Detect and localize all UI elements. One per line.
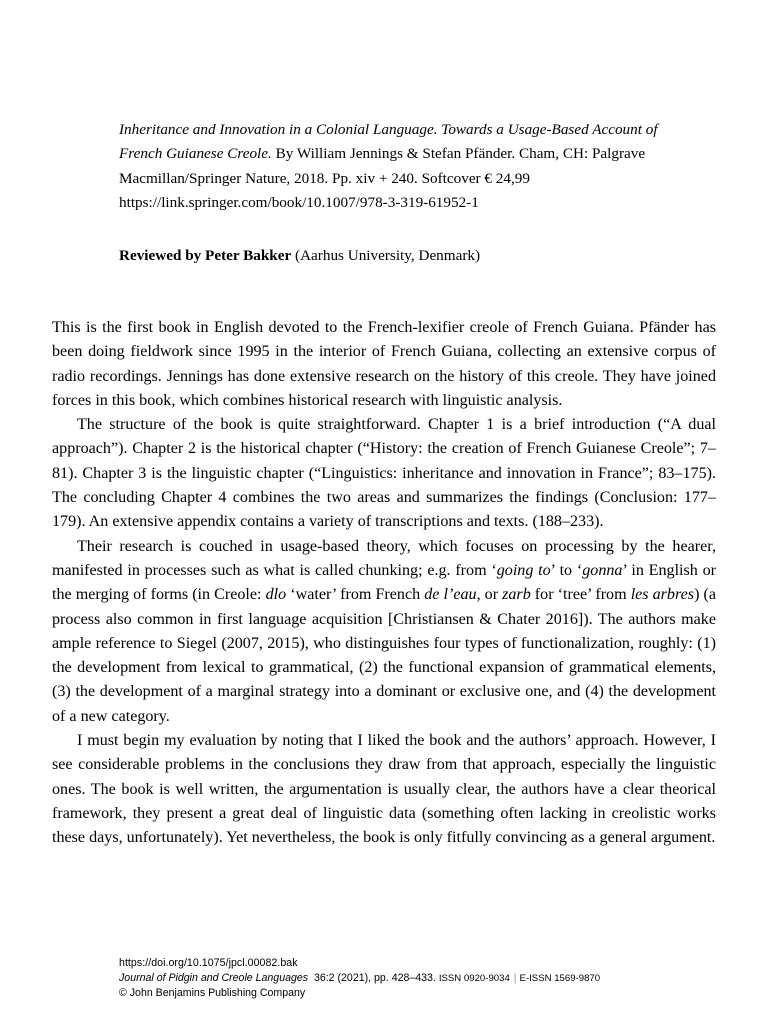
term-dlo: dlo [265,586,287,604]
paragraph-3-part-d: ‘water’ from French [286,586,425,604]
book-reference-block [119,118,693,215]
term-gonna: gonna [582,561,623,579]
term-going-to: going to [496,561,551,579]
paragraph-3-part-e: , or [476,586,503,604]
issue-info: 36:2 (2021), pp. 428–433. [313,971,436,984]
eissn-value: E-ISSN 1569-9870 [519,972,601,984]
term-de-leau: de l’eau [424,586,477,604]
doi-link[interactable]: https://doi.org/10.1075/jpcl.00082.bak [119,957,298,969]
paragraph-3-part-f: for ‘tree’ from [530,586,631,604]
footer-separator: | [513,971,517,984]
paragraph-4: I must begin my evaluation by noting that I liked the book and the authors’ approach. However, I see considerable problems in the conclusions they draw from that approach, especially the linguistic ones. The book is well written, the argumentation is usually clear, the authors have a clear theorical framework, they present a great deal of linguistic data (something often lacking in creolistic works these days, unfortunately). Yet nevertheless, the book is only fitfully convincing as a general argument. [52,732,716,847]
paragraph-3 [52,535,716,729]
reviewer-name: Reviewed by Peter Bakker [119,247,292,264]
reviewer-affiliation: (Aarhus University, Denmark) [291,247,481,264]
paragraph-2: The structure of the book is quite straightforward. Chapter 1 is a brief introduction (“A dual approach”). Chapter 2 is the historical chapter (“History: the creation of French Guianese Creole”; 7–81). Chapter 3 is the linguistic chapter (“Linguistics: inheritance and innovation in France”; 83–175). The concluding Chapter 4 combines the two areas and summarizes the findings (Conclusion: 177–179). An extensive appendix contains a variety of transcriptions and texts. (188–233). [52,416,716,531]
paragraph-3-part-b: ’ to ‘ [550,561,583,579]
copyright-notice: © John Benjamins Publishing Company [119,987,306,1000]
review-body [52,316,716,851]
journal-citation-line [119,971,719,987]
paragraph-3-part-c: ’ in English or the merging of forms (in Creole: [52,561,716,604]
issn-value: ISSN 0920-9034 [438,972,510,984]
page-footer [119,956,719,1001]
paragraph-1: This is the first book in English devoted to the French-lexifier creole of French Guiana. Pfänder has been doing fieldwork since 1995 in the interior of French Guiana, collecting an extensive corpus of radio recordings. Jennings has done extensive research on the history of this creole. They have joined forces in this book, which combines historical research with linguistic analysis. [52,319,716,409]
book-publication-details: By William Jennings & Stefan Pfänder. Cham, CH: Palgrave Macmillan/Springer Nature, 2018. Pp. xiv + 240. Softcover € 24,99 https://link.springer.com/book/10.1007/978-3-319-61952-1 [119,145,646,211]
term-zarb: zarb [502,586,531,604]
paragraph-3-part-a: Their research is couched in usage-based theory, which focuses on processing by the hearer, manifested in processes such as what is called chunking; e.g. from ‘ [52,537,716,579]
journal-name: Journal of Pidgin and Creole Languages [119,971,309,984]
paragraph-3-part-g: ) (a process also common in first language acquisition [Christiansen & Chater 2016]). The authors make ample reference to Siegel (2007, 2015), who distinguishes four types of functionalization, roughly: (1) the development from lexical to grammatical, (2) the functional expansion of grammatical elements, (3) the development of a marginal strategy into a dominant or exclusive one, and (4) the development of a new category. [52,586,716,725]
book-title: Inheritance and Innovation in a Colonial Language. Towards a Usage-Based Account of French Guianese Creole. [119,121,658,163]
term-les-arbres: les arbres [630,586,695,604]
reviewer-byline [119,244,693,268]
